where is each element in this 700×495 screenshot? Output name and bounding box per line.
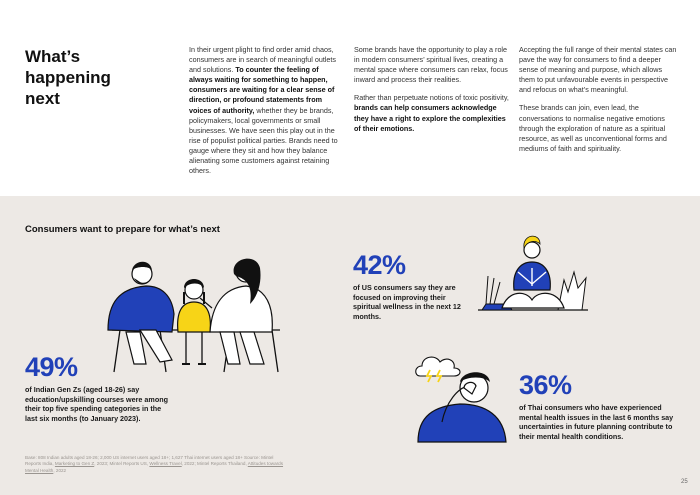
body-text: These brands can join, even lead, the conversations to normalise negative emotions through the exploration of nature as a spiritual resource, as well as unconventional forms and mediums of faith and spirituality. [519,103,667,153]
body-text: Accepting the full range of their mental states can pave the way for consumers to find a deeper sense of meaning and purpose, which allows them to put unfavourable events in perspective and refocus on what’s meaningful. [519,45,677,95]
source-link[interactable]: Attitudes towards Mental Health [25,461,284,473]
incense-icon [486,276,500,304]
page-heading: What’s happening next [25,47,111,108]
source-text: , 2023; Mintel Reports US, [94,461,150,467]
page-number: 25 [681,479,688,485]
stressed-person-illustration [412,342,517,447]
body-text: In their urgent plight to find order amid chaos, consumers are in search of meaningful outlets and solutions. [189,45,337,75]
body-paragraph [189,45,344,176]
storm-cloud-icon [416,357,460,382]
body-paragraph [519,45,679,95]
body-column-1 [189,45,344,184]
stat-value-india: 49% [25,352,78,382]
child-figure [178,279,211,364]
source-text: , 2022; Mintel Reports Thailand, [181,461,248,467]
source-note [25,455,285,474]
stressed-person [418,372,506,442]
body-column-2 [354,45,509,142]
family-illustration [100,252,290,372]
body-column-3 [519,45,679,162]
body-text: whether they be brands, policymakers, local governments or small businesses. We have seen this play out in the rise of populist political parties. Brands need to gauge where they sit and how they balance alienating some customers against retaining others. [189,105,338,176]
body-paragraph [354,45,509,85]
body-paragraph [519,103,679,153]
section-title: Consumers want to prepare for what’s next [25,224,220,235]
body-text: Rather than perpetuate notions of toxic positivity, [354,93,509,103]
body-paragraph [354,93,509,133]
stat-text-us: of US consumers say they are focused on improving their spiritual wellness in the next 12 months. [353,283,461,321]
meditating-person [502,236,564,308]
stat-value-thailand: 36% [519,370,572,400]
body-text-bold: brands can help consumers acknowledge they have a right to explore the complexities of their emotions. [354,103,506,133]
source-link[interactable]: Wellness Travel [149,461,182,467]
source-link[interactable]: Marketing to Gen Z [54,461,95,467]
source-text: , 2022 [53,467,67,473]
stat-text-india: of Indian Gen Zs (aged 18-26) say education/upskilling courses were among their top five spending categories in the last six months (to January 2023). [25,385,168,423]
source-text: Base: 808 Indian adults aged 18-26; 2,000 US internet users aged 18+; 1,627 Thai internet users aged 18+ Source: Mintel Reports India, [25,455,274,467]
stat-text-thailand: of Thai consumers who have experienced mental health issues in the last 6 months say uncertainties in future planning contribute to their mental health conditions. [519,403,674,441]
body-text-bold: To counter the feeling of always waiting for something to happen, consumers are waiting for a clear sense of direction, or profound statements from voices of authority, [189,65,335,115]
body-text: Some brands have the opportunity to play a role in modern consumers’ spiritual lives, creating a mental space where consumers can relax, focus inward and process their realities. [354,45,508,85]
mother-figure [200,259,272,364]
stat-value-us: 42% [353,250,406,280]
meditation-illustration [478,228,598,318]
